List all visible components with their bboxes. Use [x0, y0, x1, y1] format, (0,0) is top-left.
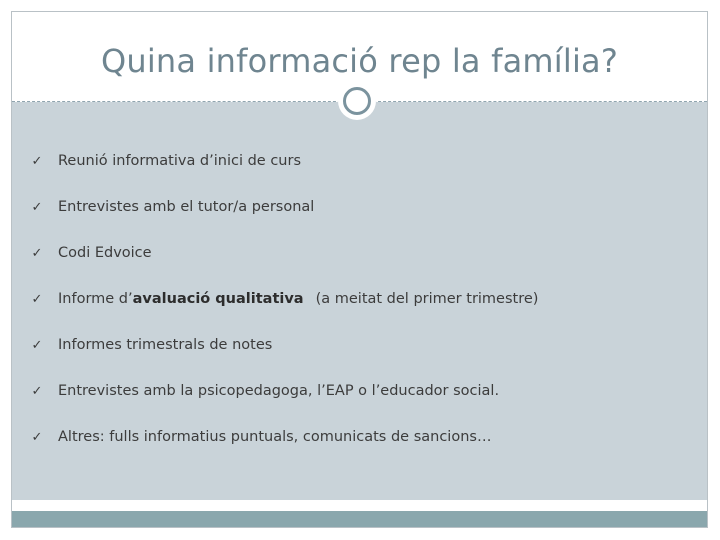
list-item — [28, 414, 538, 460]
list-item-text: Altres: fulls informatius puntuals, comunicats de sancions… — [58, 429, 492, 445]
list-item-text: Reunió informativa d’inici de curs — [58, 153, 302, 169]
list-item-text: Codi Edvoice — [58, 245, 152, 261]
list-item-text-suffix: (a meitat del primer trimestre) — [315, 291, 539, 307]
list-item — [28, 138, 538, 184]
list-item-text: Entrevistes amb el tutor/a personal — [58, 199, 315, 215]
checkmark-icon: ✓ — [31, 291, 43, 307]
checkmark-icon: ✓ — [31, 153, 43, 169]
list-item-emphasis: avaluació qualitativa — [132, 291, 304, 307]
checkmark-icon: ✓ — [31, 199, 43, 215]
checkmark-icon: ✓ — [31, 383, 43, 399]
list-item-text: Informes trimestrals de notes — [58, 337, 273, 353]
checkmark-icon: ✓ — [31, 337, 43, 353]
bullet-list — [28, 138, 538, 460]
circle-ornament-icon — [338, 82, 376, 120]
list-item — [28, 184, 538, 230]
list-item — [28, 276, 538, 322]
list-item-text-prefix: Informe d’ — [58, 291, 133, 307]
slide — [11, 11, 708, 528]
slide-title: Quina informació rep la família? — [100, 42, 619, 80]
checkmark-icon: ✓ — [31, 245, 43, 261]
list-item — [28, 368, 538, 414]
checkmark-icon: ✓ — [31, 429, 43, 445]
list-item — [28, 322, 538, 368]
list-item-text: Entrevistes amb la psicopedagoga, l’EAP o l’educador social. — [58, 383, 500, 399]
list-item — [28, 230, 538, 276]
footer-band — [12, 511, 707, 527]
